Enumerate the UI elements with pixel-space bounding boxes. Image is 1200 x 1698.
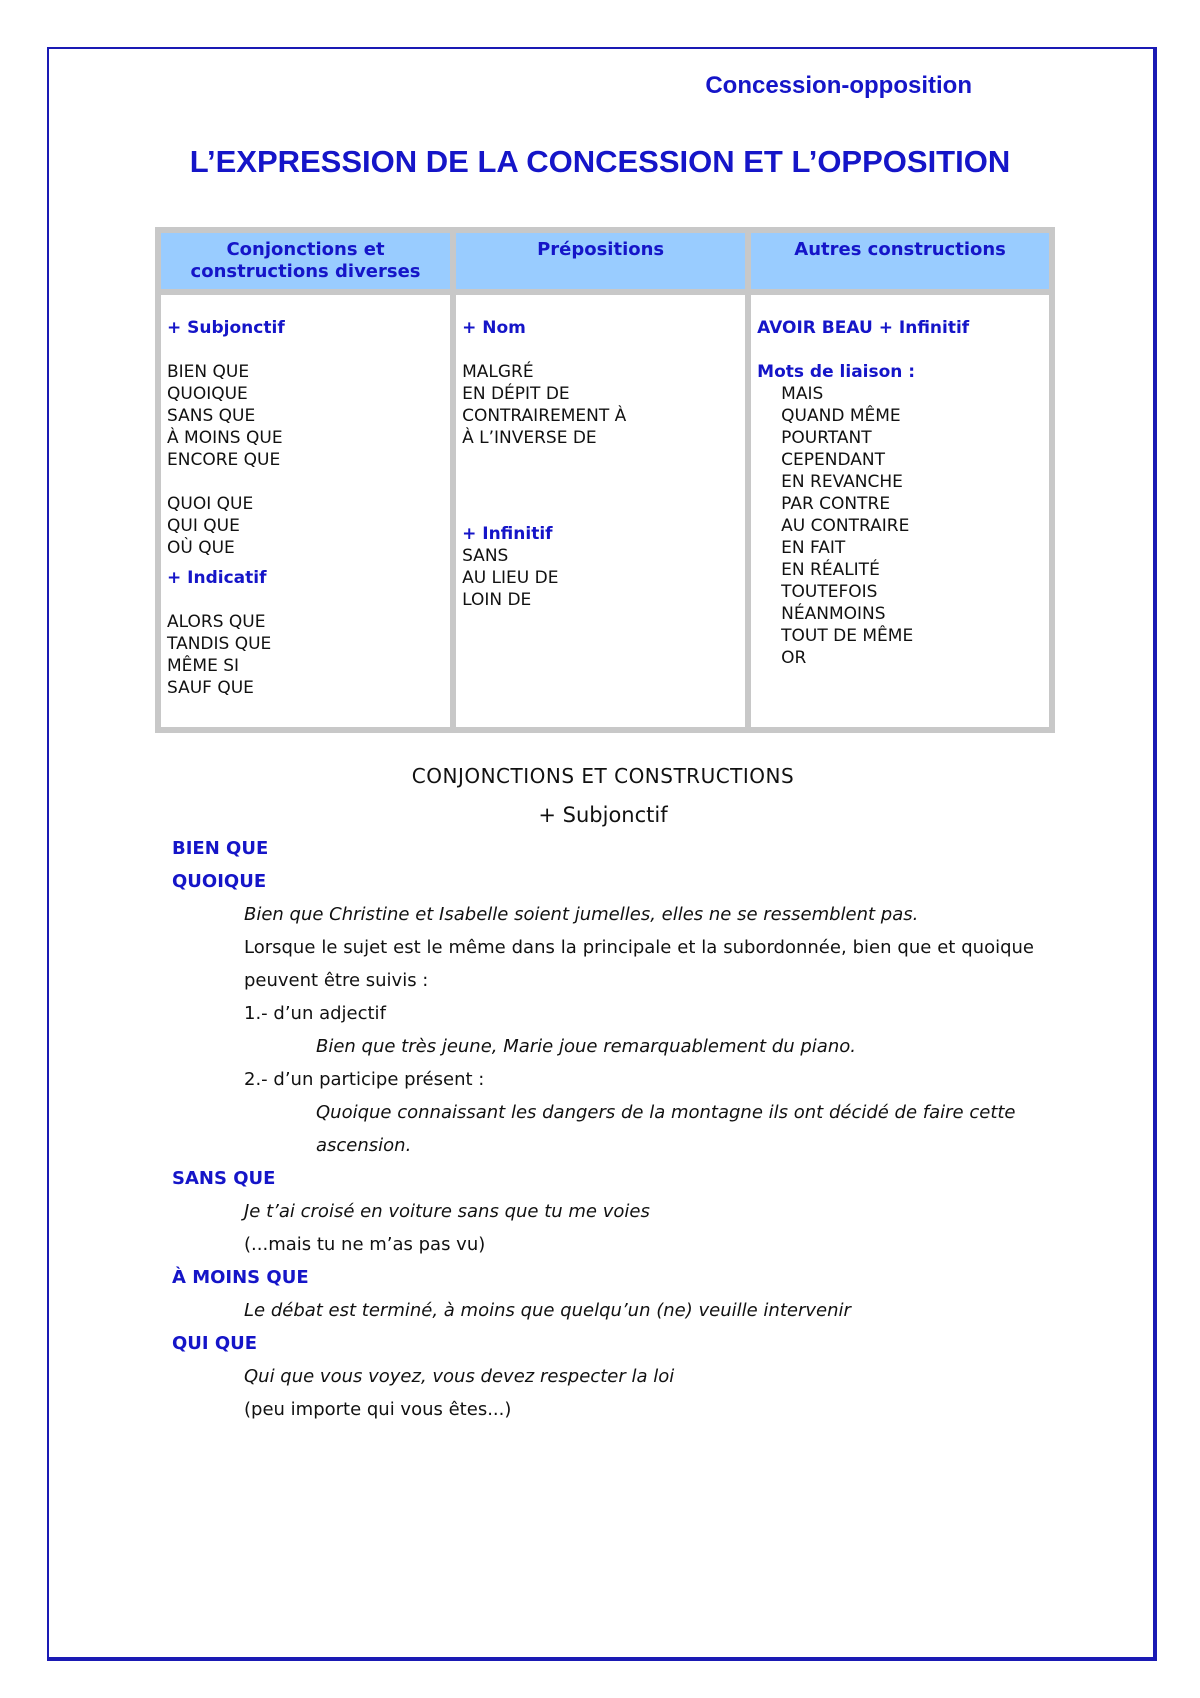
mots-de-liaison-heading: Mots de liaison : [757,362,916,382]
summary-table [155,227,1055,733]
list-item: TOUT DE MÊME [781,626,914,646]
list-item: MAIS [781,384,824,404]
page-title: L’EXPRESSION DE LA CONCESSION ET L’OPPOSITION [189,144,1011,179]
rule-point: 2.- d’un participe présent : [244,1069,485,1090]
list-item: SANS QUE [167,406,256,426]
term-qui-que: QUI QUE [172,1333,258,1354]
column-autres [751,295,1049,727]
column-header-autres: Autres constructions [751,233,1049,289]
list-item: POURTANT [781,428,872,448]
example-note: (peu importe qui vous êtes...) [244,1399,512,1420]
list-item: QUAND MÊME [781,406,901,426]
example-sentence: Qui que vous voyez, vous devez respecter la loi [244,1366,675,1387]
list-item: TOUTEFOIS [781,582,878,602]
list-item: MALGRÉ [462,362,534,382]
list-item: NÉANMOINS [781,604,886,624]
example-sentence: Bien que très jeune, Marie joue remarquablement du piano. [316,1036,856,1057]
list-item: ENCORE QUE [167,450,281,470]
term-quoique: QUOIQUE [172,871,267,892]
column-prepositions [456,295,745,727]
list-item: QUI QUE [167,516,240,536]
subjonctif-subheading: + Subjonctif [538,803,668,827]
list-item: QUOI QUE [167,494,254,514]
list-item: ALORS QUE [167,612,266,632]
rule-text: Lorsque le sujet est le même dans la principale et la subordonnée, bien que et quoique peuvent être suivis : [244,937,1034,991]
column-conjonctions [161,295,450,727]
list-item: QUOIQUE [167,384,248,404]
list-item: EN REVANCHE [781,472,903,492]
column-header-conjonctions: Conjonctions et constructions diverses [161,233,450,289]
example-sentence: Le débat est terminé, à moins que quelqu’un (ne) veuille intervenir [244,1300,851,1321]
list-item: EN FAIT [781,538,846,558]
list-item: EN DÉPIT DE [462,384,570,404]
list-item: SANS [462,546,509,566]
list-item: CEPENDANT [781,450,885,470]
list-item: À MOINS QUE [167,428,283,448]
example-sentence: Quoique connaissant les dangers de la montagne ils ont décidé de faire cette ascension. [316,1102,1016,1156]
term-a-moins-que: À MOINS QUE [172,1267,309,1288]
list-item: EN RÉALITÉ [781,560,880,580]
list-item: AU CONTRAIRE [781,516,910,536]
list-item: À L’INVERSE DE [462,428,597,448]
list-item: PAR CONTRE [781,494,891,514]
list-item: TANDIS QUE [167,634,272,654]
indicatif-heading: + Indicatif [167,568,267,588]
list-item: CONTRAIREMENT À [462,406,627,426]
rule-point: 1.- d’un adjectif [244,1003,386,1024]
list-item: MÊME SI [167,656,240,676]
section-label: Concession-opposition [705,72,972,99]
subjonctif-heading: + Subjonctif [167,318,285,338]
avoir-beau-heading: AVOIR BEAU + Infinitif [757,318,970,338]
example-sentence: Je t’ai croisé en voiture sans que tu me voies [244,1201,650,1222]
term-sans-que: SANS QUE [172,1168,276,1189]
term-bien-que: BIEN QUE [172,838,269,859]
example-sentence: Bien que Christine et Isabelle soient jumelles, elles ne se ressemblent pas. [244,904,919,925]
example-note: (...mais tu ne m’as pas vu) [244,1234,486,1255]
list-item: OR [781,648,807,668]
list-item: AU LIEU DE [462,568,559,588]
column-header-prepositions: Prépositions [456,233,745,289]
body-text [172,760,1034,1426]
list-item: SAUF QUE [167,678,254,698]
section-heading: CONJONCTIONS ET CONSTRUCTIONS [411,764,795,788]
list-item: BIEN QUE [167,362,250,382]
nom-heading: + Nom [462,318,526,338]
infinitif-heading: + Infinitif [462,524,553,544]
list-item: LOIN DE [462,590,532,610]
list-item: OÙ QUE [167,538,235,558]
